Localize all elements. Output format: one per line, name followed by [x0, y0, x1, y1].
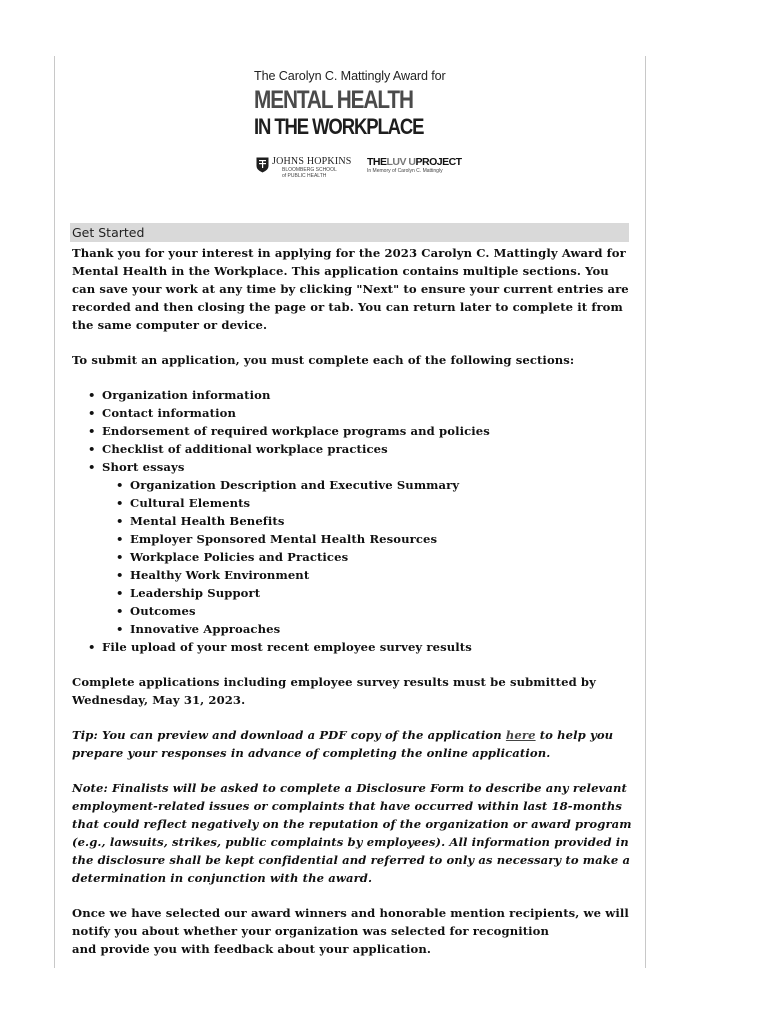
- content-border-right: [645, 56, 646, 968]
- list-item: • Organization information: [72, 386, 632, 404]
- intro-line: can save your work at any time by clicking "Next" to ensure your current entries are: [72, 282, 629, 296]
- deadline-paragraph: [72, 673, 632, 709]
- note-line: determination in conjunction with the award.: [72, 871, 373, 885]
- logo-title-line1: MENTAL HEALTH: [254, 86, 413, 114]
- note-line: Note: Finalists will be asked to complete a Disclosure Form to describe any relevant: [72, 781, 627, 795]
- closing-line: notify you about whether your organization was selected for recognition: [72, 924, 550, 938]
- note-paragraph: [72, 779, 632, 887]
- intro-line: the same computer or device.: [72, 318, 268, 332]
- essays-list: [72, 476, 632, 638]
- list-item: • Leadership Support: [72, 584, 632, 602]
- johns-hopkins-sub2: of PUBLIC HEALTH: [282, 173, 327, 179]
- sections-list: [72, 386, 632, 476]
- deadline-line: Complete applications including employee survey results must be submitted by: [72, 675, 596, 689]
- tip-paragraph: [72, 726, 632, 762]
- shield-icon: [256, 157, 269, 173]
- list-item: • Healthy Work Environment: [72, 566, 632, 584]
- list-item: • Contact information: [72, 404, 632, 422]
- list-item: • Checklist of additional workplace practices: [72, 440, 632, 458]
- note-line: the disclosure shall be kept confidential and referred to only as necessary to make a: [72, 853, 631, 867]
- intro-line: Mental Health in the Workplace. This application contains multiple sections. You: [72, 264, 609, 278]
- intro-line: Thank you for your interest in applying for the 2023 Carolyn C. Mattingly Award for: [72, 246, 626, 260]
- section-header-get-started: Get Started: [70, 223, 629, 242]
- list-item: • Short essays: [72, 458, 632, 476]
- tip-line: prepare your responses in advance of completing the online application.: [72, 746, 551, 760]
- main-content: [72, 244, 632, 958]
- list-item: • Workplace Policies and Practices: [72, 548, 632, 566]
- luvu-name-b: LUV U: [386, 156, 416, 168]
- logo-title-line2: IN THE WORKPLACE: [254, 114, 424, 139]
- list-item: • Mental Health Benefits: [72, 512, 632, 530]
- intro-paragraph: [72, 244, 632, 334]
- luvu-project-name: [367, 157, 462, 168]
- list-item: • Innovative Approaches: [72, 620, 632, 638]
- johns-hopkins-sub1: BLOOMBERG SCHOOL: [282, 167, 337, 173]
- sections-intro: To submit an application, you must complete each of the following sections:: [72, 353, 575, 367]
- award-logo: [254, 68, 462, 179]
- luvu-project-logo: [367, 157, 462, 175]
- intro-line: recorded and then closing the page or tab. You can return later to complete it from: [72, 300, 623, 314]
- johns-hopkins-logo: [256, 156, 352, 179]
- list-item: • Cultural Elements: [72, 494, 632, 512]
- johns-hopkins-name: JOHNS HOPKINS: [272, 156, 352, 167]
- tip-line: [72, 726, 632, 744]
- partner-logos: [254, 156, 462, 182]
- list-item: • Organization Description and Executive Summary: [72, 476, 632, 494]
- deadline-line: Wednesday, May 31, 2023.: [72, 693, 246, 707]
- logo-subtitle: The Carolyn C. Mattingly Award for: [254, 69, 446, 83]
- luvu-project-sub: In Memory of Carolyn C. Mattingly: [367, 168, 443, 174]
- luvu-name-c: PROJECT: [415, 156, 462, 168]
- content-border-left: [54, 56, 55, 968]
- note-line: (e.g., lawsuits, strikes, public complaints by employees). All information provided in: [72, 835, 629, 849]
- closing-line: and provide you with feedback about your application.: [72, 942, 432, 956]
- note-line: employment-related issues or complaints that have occurred within last 18-months: [72, 799, 623, 813]
- tip-text-after: to help you: [535, 728, 614, 742]
- list-item: • File upload of your most recent employee survey results: [72, 638, 632, 656]
- closing-paragraph: [72, 904, 632, 958]
- list-item: • Endorsement of required workplace programs and policies: [72, 422, 632, 440]
- pdf-preview-link[interactable]: here: [505, 728, 536, 742]
- closing-line: Once we have selected our award winners and honorable mention recipients, we will: [72, 906, 629, 920]
- tip-text-before: Tip: You can preview and download a PDF copy of the application: [72, 728, 506, 742]
- note-line: that could reflect negatively on the reputation of the organization or award program: [72, 817, 632, 831]
- luvu-name-a: THE: [367, 156, 387, 168]
- list-item: • Outcomes: [72, 602, 632, 620]
- sections-list-continued: [72, 638, 632, 656]
- list-item: • Employer Sponsored Mental Health Resources: [72, 530, 632, 548]
